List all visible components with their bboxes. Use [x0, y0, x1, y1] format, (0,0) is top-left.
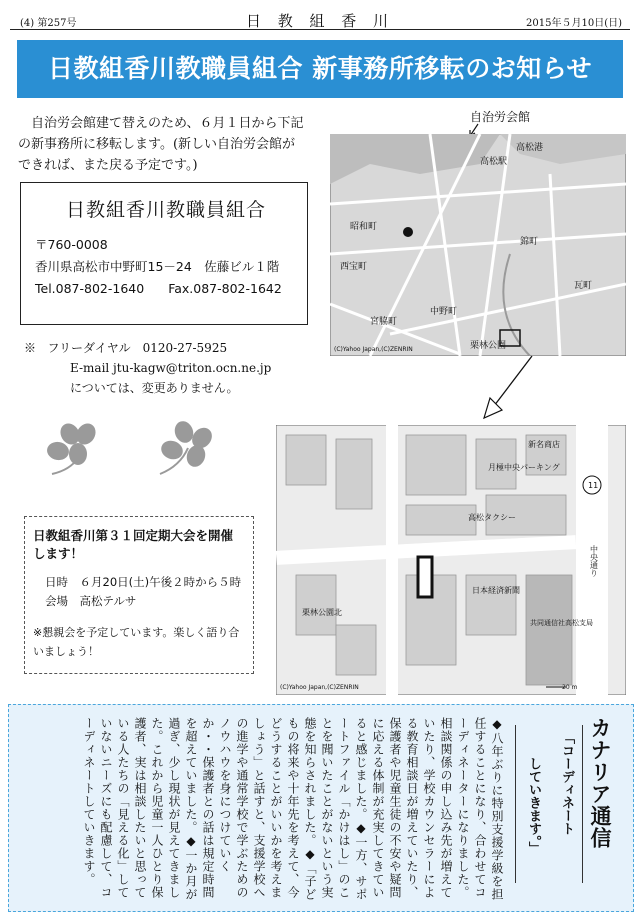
- map-label: 高松港: [516, 143, 544, 153]
- column-subtitle: 「コーディネート していきます。」: [515, 725, 583, 883]
- map-label: 高松駅: [480, 157, 508, 167]
- route-number: 11: [588, 481, 599, 490]
- map-label: 錦町: [520, 237, 539, 247]
- map-label: 日本経済新聞: [472, 586, 520, 595]
- intro-paragraph: 自治労会館建て替えのため、６月１日から下記の新事務所に移転します。(新しい自治労会館ができれば、また戻る予定です。): [18, 116, 304, 173]
- column-title: カナリア通信: [588, 717, 612, 849]
- map-label: 栗林公園: [470, 341, 507, 351]
- address-box: [20, 182, 308, 325]
- map-credit: (C)Yahoo Japan,(C)ZENRIN: [280, 684, 359, 691]
- convention-notice: [24, 516, 254, 674]
- map-label: 瓦町: [574, 281, 593, 291]
- map-label: 中野町: [430, 307, 458, 317]
- convention-date: 日時 ６月20日(土)午後２時から５時: [45, 575, 242, 589]
- zoom-arrow-icon: [480, 354, 540, 426]
- map-label: 西宝町: [340, 262, 368, 272]
- issue-info: (4) 第257号: [20, 18, 77, 29]
- clover-icon: [46, 420, 100, 474]
- tel-number: Tel.087-802-1640: [35, 281, 145, 296]
- map-label: 共同通信社高松支局: [530, 619, 593, 627]
- contact-note: ※ フリーダイヤル 0120-27-5925 E-mail jtu-kagw@triton.ocn.ne.jp については、変更ありません。: [24, 338, 271, 398]
- map-label: 宮脇町: [370, 317, 398, 327]
- map-label: 月極中央パーキング: [488, 463, 560, 472]
- street-address: 香川県高松市中野町15－24 佐藤ビル１階: [35, 259, 280, 274]
- fax-number: Fax.087-802-1642: [168, 281, 282, 296]
- area-map: [330, 134, 626, 356]
- map-label: 栗林公園北: [302, 608, 342, 617]
- clover-icon: [159, 419, 216, 474]
- issue-date: 2015年５月10日(日): [526, 18, 622, 29]
- paper-name: 日 教 組 香 川: [245, 12, 395, 30]
- map-credit: (C)Yahoo Japan,(C)ZENRIN: [334, 346, 413, 353]
- phone-line: [35, 278, 297, 300]
- email-address: E-mail jtu-kagw@triton.ocn.ne.jp: [70, 361, 272, 375]
- column-body: ◆八年ぶりに特別支援学級を担任することになり、合わせてコーディネーターになりました。相談関係の申し込み先が増えていたり、学校カウンセラーによる教育相談日が増えていたり、保護者や児童生徒の不安や疑問に応える体制が充実してきていると感じました。◆一方、サポートファイル「かけはし」のことを聞いたことがないという実態を知らされました。◆「子どもの将来や十年先を考えて、今どうすることがいいかを考えましょう」と話すと、支援学校への進学や通常学校で学ぶためのノウハウを身につけていくか・・保護者との話は規定時間を超えていました。◆一か月が過ぎ、少し現状が見えてきました。これから児童一人ひとり保護者、実は相談したいと思っている人たちの「見える化」していないニーズにも配慮して、コーディネートしていきます。: [82, 717, 504, 901]
- freedial-number: フリーダイヤル 0120-27-5925: [47, 341, 228, 355]
- convention-title: 日教組香川第３１回定期大会を開催します！: [33, 528, 234, 561]
- canary-column: [8, 704, 634, 912]
- note-tail: については、変更ありません。: [70, 381, 239, 395]
- convention-venue: 会場 高松テルサ: [45, 594, 137, 608]
- map-label: 中央通り: [589, 545, 599, 577]
- party-note: ※懇親会を予定しています。楽しく語り合いましょう！: [33, 626, 240, 658]
- org-name: 日教組香川教職員組合: [65, 199, 266, 221]
- detail-map: [276, 425, 626, 695]
- map-label: 昭和町: [350, 222, 378, 232]
- postal-code: 〒760-0008: [35, 237, 108, 252]
- map-label: 高松タクシー: [468, 513, 516, 522]
- page-header: [10, 6, 630, 30]
- headline-banner: 日教組香川教職員組合 新事務所移転のお知らせ: [17, 40, 623, 98]
- clover-illustration: [40, 418, 230, 478]
- map-pointer-label: 自治労会館: [470, 108, 530, 125]
- map-scale: 20 m: [562, 684, 578, 691]
- map-label: 新名商店: [528, 440, 560, 449]
